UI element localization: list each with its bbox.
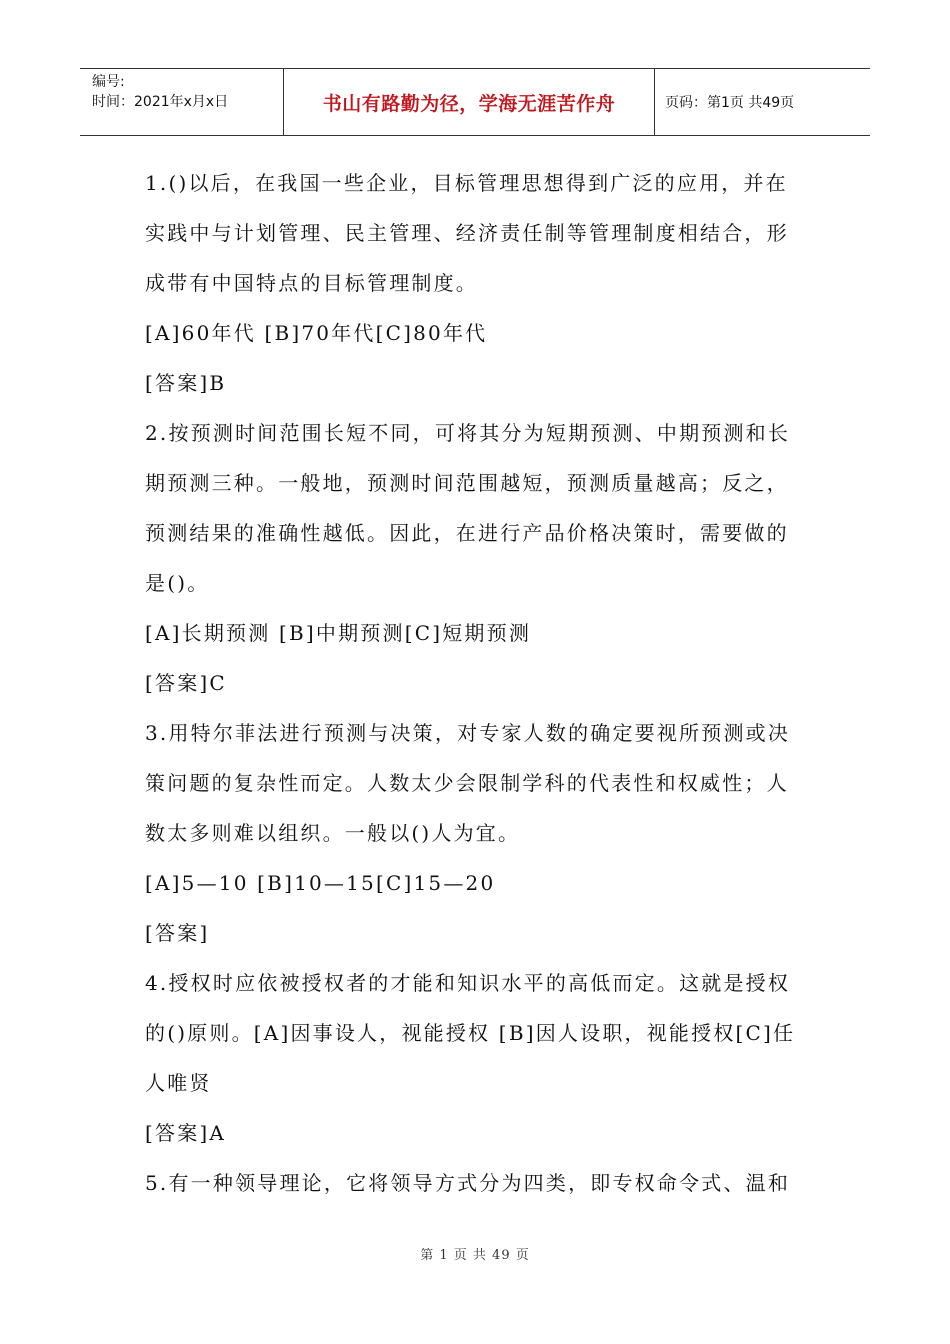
- document-body: [145, 158, 810, 1208]
- header-motto: 书山有路勤为径，学海无涯苦作舟: [322, 92, 616, 115]
- document-number-label: 编号:: [92, 74, 125, 90]
- question-2-answer: [答案]C: [145, 671, 227, 695]
- question-5-text: 5.有一种领导理论，它将领导方式分为四类，即专权命令式、温和: [145, 1171, 791, 1195]
- header-meta-cell: [80, 69, 283, 135]
- question-4-text: 4.授权时应依被授权者的才能和知识水平的高低而定。这就是授权的()原则。[A]因事设人，视能授权 [B]因人设职，视能授权[C]任人唯贤: [145, 971, 796, 1095]
- question-3-answer: [答案]: [145, 921, 210, 945]
- page-footer: 第 1 页 共 49 页: [420, 1248, 530, 1263]
- question-1-text: 1.()以后，在我国一些企业，目标管理思想得到广泛的应用，并在实践中与计划管理、民主管理、经济责任制等管理制度相结合，形成带有中国特点的目标管理制度。: [145, 171, 789, 295]
- question-3-options: [A]5—10 [B]10—15[C]15—20: [145, 871, 496, 895]
- question-2-options: [A]长期预测 [B]中期预测[C]短期预测: [145, 621, 532, 645]
- question-4-answer: [答案]A: [145, 1121, 227, 1145]
- header-page-info: 页码：第1页 共49页: [665, 95, 795, 111]
- header-page-cell: [655, 69, 870, 135]
- document-time-label: 时间：2021年x月x日: [92, 94, 229, 110]
- question-3-text: 3.用特尔菲法进行预测与决策，对专家人数的确定要视所预测或决策问题的复杂性而定。人数太少会限制学科的代表性和权威性；人数太多则难以组织。一般以()人为宜。: [145, 721, 791, 845]
- question-1-options: [A]60年代 [B]70年代[C]80年代: [145, 321, 488, 345]
- document-header: [80, 68, 870, 136]
- header-motto-cell: [283, 69, 655, 135]
- question-1-answer: [答案]B: [145, 371, 227, 395]
- question-2-text: 2.按预测时间范围长短不同，可将其分为短期预测、中期预测和长期预测三种。一般地，预测时间范围越短，预测质量越高；反之，预测结果的准确性越低。因此，在进行产品价格决策时，需要做的是()。: [145, 421, 791, 595]
